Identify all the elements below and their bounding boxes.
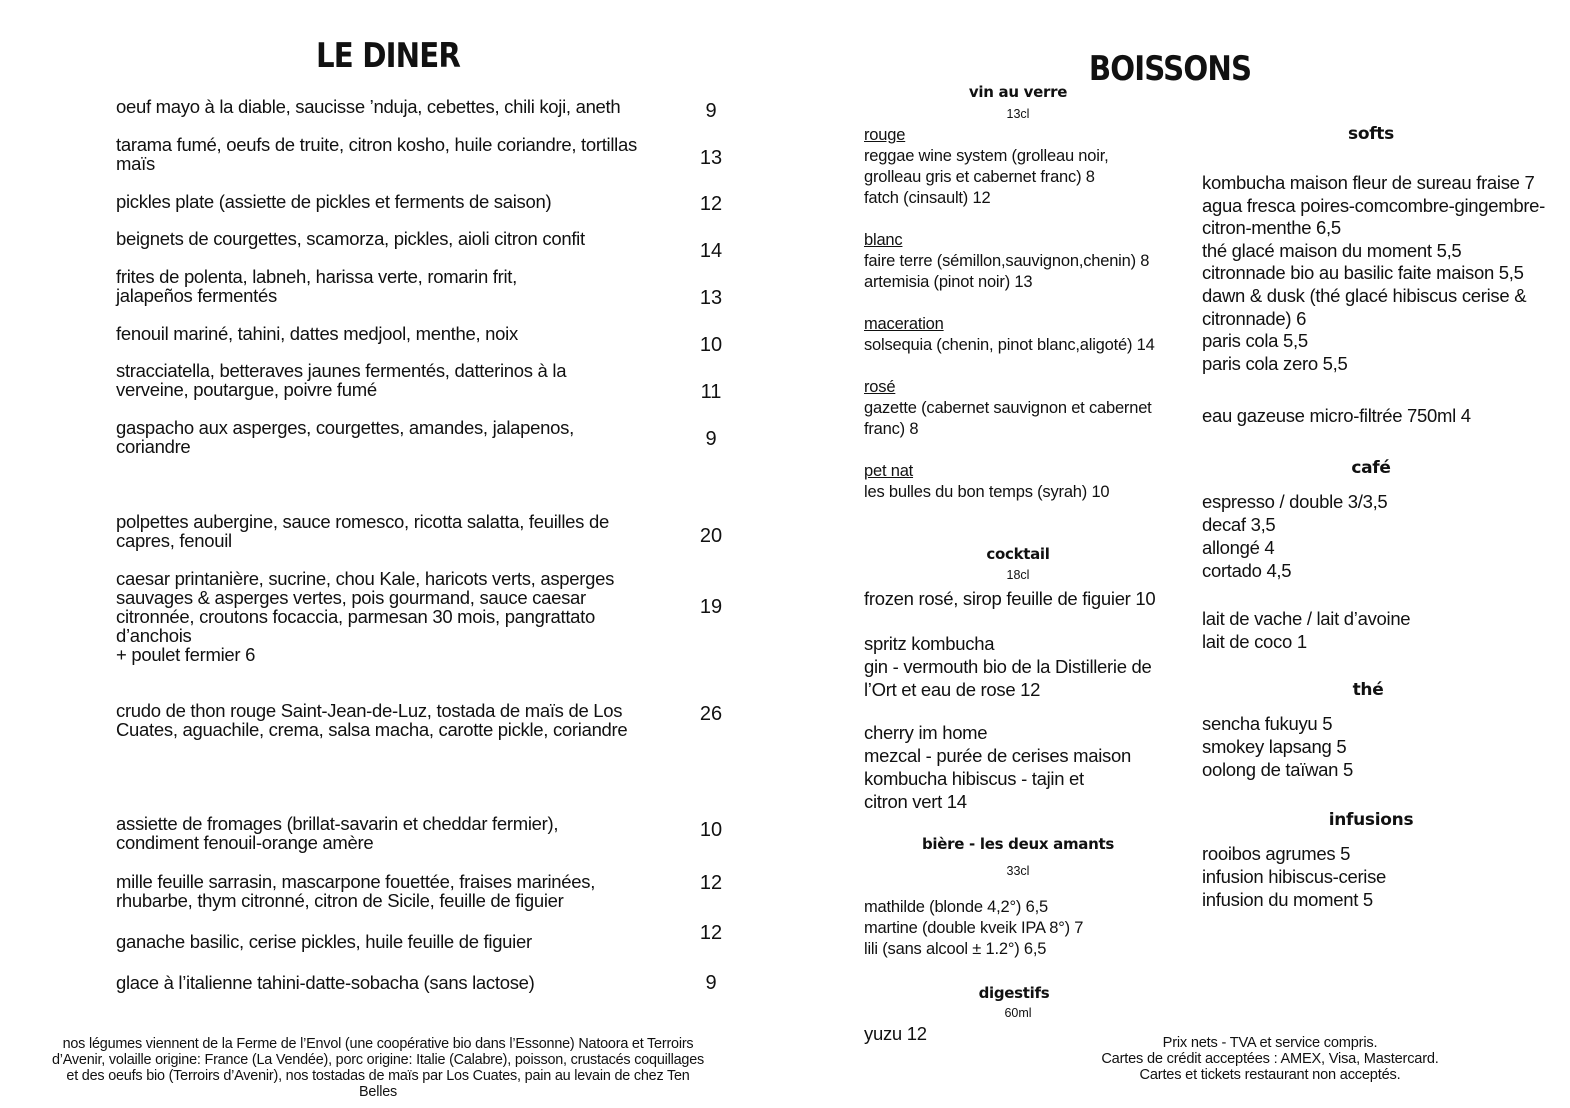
beer-list [864,897,1083,960]
boissons-title: BOISSONS [1088,49,1252,89]
cafe-item: decaf 3,5 [1202,514,1276,535]
dish-price: 9 [705,428,717,450]
dish-price: 14 [699,240,723,262]
cafe-item: lait de coco 1 [1202,631,1307,652]
tea-list [1202,712,1353,781]
dish-name: fenouil mariné, tahini, dattes medjool, menthe, noix [116,323,518,344]
soft-item: citron-menthe 6,5 [1202,217,1341,239]
cafe-list [1202,490,1387,582]
soft-item: thé glacé maison du moment 5,5 [1202,239,1462,261]
infusion-item: infusion du moment 5 [1202,889,1373,910]
dish-price: 9 [705,972,717,994]
diner-title: LE DINER [315,36,461,76]
wine-category-label: pet nat [864,462,914,480]
soft-item: paris cola 5,5 [1202,330,1308,352]
tea-item: oolong de taïwan 5 [1202,759,1353,780]
wine-item: faire terre (sémillon,sauvignon,chenin) 8 [864,252,1150,270]
dish-price: 13 [699,287,723,309]
wine-item: fatch (cinsault) 12 [864,189,991,207]
dish-price: 12 [699,872,723,894]
infusions-heading: infusions [1328,810,1414,830]
cocktail-line: gin - vermouth bio de la Distillerie de [864,656,1152,677]
dish-price: 10 [699,334,723,356]
dish-price: 12 [699,922,723,944]
cocktail-item [864,721,1131,813]
wine-maceration [864,314,1155,356]
wine-category-label: rosé [864,378,896,396]
softs-list [1202,172,1545,375]
cocktail-line: kombucha hibiscus - tajin et [864,768,1084,789]
dish-name: tarama fumé, oeufs de truite, citron kosho, huile coriandre, tortillas maïs [116,134,637,174]
cafe-item: allongé 4 [1202,537,1275,558]
tea-item: sencha fukuyu 5 [1202,713,1333,734]
wine-heading: vin au verre [968,83,1068,101]
beer-heading: bière - les deux amants [922,835,1114,853]
dish-name: ganache basilic, cerise pickles, huile feuille de figuier [116,931,532,952]
beer-size: 33cl [1006,864,1030,878]
cocktail-line: citron vert 14 [864,791,967,812]
soft-item: agua fresca poires-comcombre-gingembre- [1202,194,1546,216]
wine-rouge [864,125,1109,209]
tea-heading: thé [1352,680,1384,700]
dish-price: 9 [705,100,717,122]
dish-price: 19 [699,596,723,618]
wine-item: artemisia (pinot noir) 13 [864,273,1033,291]
wine-category-label: maceration [864,315,944,333]
cocktail-size: 18cl [1006,568,1030,582]
wine-size: 13cl [1006,107,1030,121]
wine-item: gazette (cabernet sauvignon et cabernet [864,399,1152,417]
cafe-item: espresso / double 3/3,5 [1202,491,1388,512]
dish-price: 13 [699,147,723,169]
dish-price: 10 [699,819,723,841]
dish-name: polpettes aubergine, sauce romesco, ricotta salatta, feuilles de capres, fenouil [116,511,609,551]
soft-item: eau gazeuse micro-filtrée 750ml 4 [1202,405,1471,426]
wine-category-label: blanc [864,231,903,249]
soft-item: paris cola zero 5,5 [1202,352,1348,374]
dish-price: 12 [699,193,723,215]
dish-price: 11 [700,381,722,403]
dish-name: oeuf mayo à la diable, saucisse ’nduja, cebettes, chili koji, aneth [116,96,621,117]
dish-name: pickles plate (assiette de pickles et ferments de saison) [116,191,552,212]
wine-rose [864,377,1152,440]
cafe-milk [1202,607,1410,653]
wine-item: grolleau gris et cabernet franc) 8 [864,168,1095,186]
cocktail-line: spritz kombucha [864,633,995,654]
dish-name: glace à l’italienne tahini-datte-sobacha (sans lactose) [116,972,535,993]
beer-item: lili (sans alcool ± 1.2°) 6,5 [864,940,1047,958]
footer-line: Cartes de crédit acceptées : AMEX, Visa, Mastercard. [1101,1051,1439,1067]
dish-name: frites de polenta, labneh, harissa verte, romarin frit, jalapeños fermentés [116,266,517,306]
cocktail-heading: cocktail [986,545,1050,563]
softs-heading: softs [1348,124,1394,144]
soft-water [1202,405,1471,428]
digestif-list [864,1022,927,1045]
dish-price: 20 [699,525,723,547]
soft-item: dawn & dusk (thé glacé hibiscus cerise & [1202,284,1527,306]
wine-item: solsequia (chenin, pinot blanc,aligoté) 14 [864,336,1155,354]
tea-item: smokey lapsang 5 [1202,736,1347,757]
wine-item: franc) 8 [864,420,919,438]
soft-item: citronnade) 6 [1202,307,1307,329]
wine-petnat [864,461,1109,503]
dish-price: 26 [699,703,723,725]
pricing-footer [960,1035,1570,1083]
dish-name: gaspacho aux asperges, courgettes, amandes, jalapenos, coriandre [116,417,574,457]
wine-item: les bulles du bon temps (syrah) 10 [864,483,1110,501]
cafe-item: lait de vache / lait d’avoine [1202,608,1411,629]
cafe-heading: café [1351,458,1391,478]
digestif-item: yuzu 12 [864,1023,927,1044]
soft-item: kombucha maison fleur de sureau fraise 7 [1202,172,1535,193]
cocktail-item [864,632,1152,701]
beer-item: martine (double kveik IPA 8°) 7 [864,919,1084,937]
infusion-list [1202,842,1386,911]
wine-category-label: rouge [864,126,906,144]
cocktail-line: mezcal - purée de cerises maison [864,745,1131,766]
sourcing-footnote: nos légumes viennent de la Ferme de l’Envol (une coopérative bio dans l’Essonne) Natoora et Terroirs d’Avenir, volaille origine: France (La Vendée), porc origine: Italie (Calabre), poisson, crustacés coquillages et des oeufs bio (Terroirs d’Avenir), nos tostadas de maïs par Los Cuates, pain au levain de chez Ten Belles [51,1036,705,1100]
infusion-item: infusion hibiscus-cerise [1202,866,1387,887]
soft-item: citronnade bio au basilic faite maison 5,5 [1202,262,1524,284]
digestif-size: 60ml [1004,1006,1032,1020]
dish-name: crudo de thon rouge Saint-Jean-de-Luz, tostada de maïs de Los Cuates, aguachile, crema, salsa macha, carotte pickle, coriandre [116,700,628,740]
digestif-heading: digestifs [978,984,1050,1002]
footer-line: Cartes et tickets restaurant non acceptés. [1139,1067,1401,1083]
cocktail-line: frozen rosé, sirop feuille de figuier 10 [864,588,1156,609]
footer-line: Prix nets - TVA et service compris. [1162,1035,1378,1051]
dish-name: assiette de fromages (brillat-savarin et cheddar fermier), condiment fenouil-orange amère [116,813,559,853]
wine-blanc [864,230,1149,293]
cocktail-line: l’Ort et eau de rose 12 [864,679,1041,700]
cocktail-line: cherry im home [864,722,988,743]
dish-name: caesar printanière, sucrine, chou Kale, haricots verts, asperges sauvages & asperges vertes, pois gourmand, sauce caesar citronnée, croutons focaccia, parmesan 30 mois, pangrattato d’anchois + poulet fermier 6 [116,568,615,665]
dish-name: stracciatella, betteraves jaunes fermentés, datterinos à la verveine, poutargue, poivre fumé [116,360,567,400]
dish-name: beignets de courgettes, scamorza, pickles, aioli citron confit [116,228,585,249]
wine-item: reggae wine system (grolleau noir, [864,147,1109,165]
dish-name: mille feuille sarrasin, mascarpone fouettée, fraises marinées, rhubarbe, thym citronné, citron de Sicile, feuille de figuier [116,871,596,911]
cocktail-item [864,587,1155,610]
beer-item: mathilde (blonde 4,2°) 6,5 [864,898,1048,916]
cafe-item: cortado 4,5 [1202,560,1292,581]
infusion-item: rooibos agrumes 5 [1202,843,1351,864]
